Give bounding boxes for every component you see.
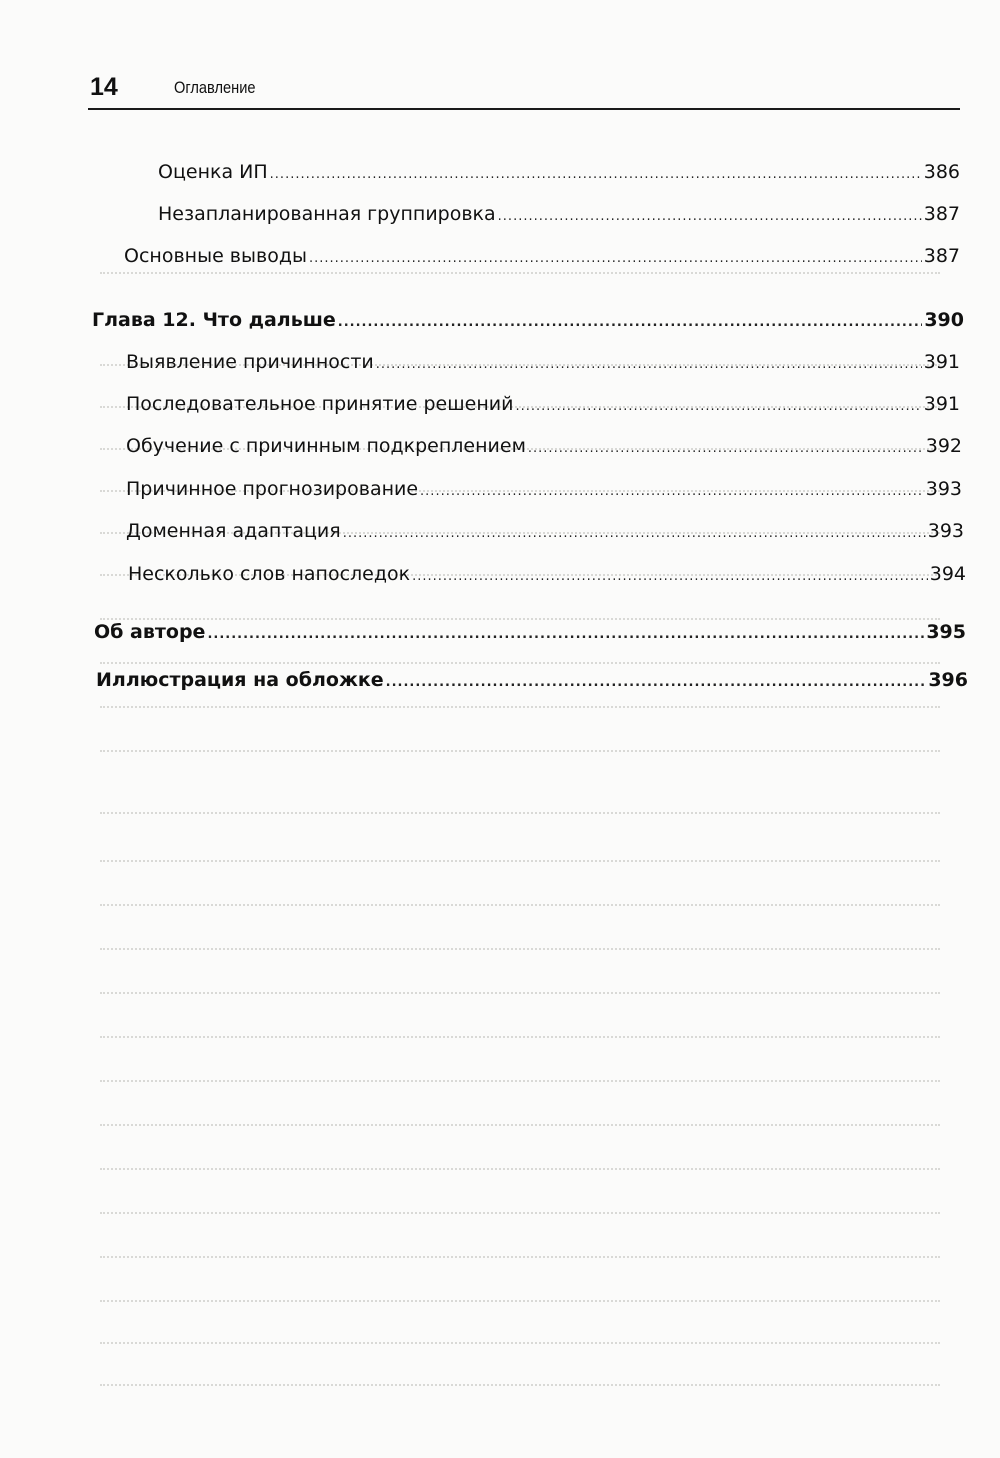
bleed-through-line <box>100 838 940 862</box>
dot-leader <box>270 163 922 187</box>
toc-entry-title: Незапланированная группировка <box>158 203 496 225</box>
toc-entry[interactable] <box>158 202 960 229</box>
bleed-through-line <box>100 1014 940 1038</box>
toc-entry-page: 391 <box>923 393 960 415</box>
bleed-through-line <box>100 1320 940 1344</box>
toc-entry-page: 393 <box>927 520 964 542</box>
dot-leader <box>338 311 923 335</box>
dot-leader <box>386 671 927 695</box>
bleed-through-line <box>100 1234 940 1258</box>
toc-entry-page: 394 <box>929 563 966 585</box>
toc-entry-title: Оценка ИП <box>158 161 268 183</box>
bleed-through-line <box>100 1190 940 1214</box>
toc-entry-title: Несколько слов напоследок <box>128 563 411 585</box>
toc-entry[interactable] <box>158 160 960 187</box>
toc-entry-title: Выявление причинности <box>126 351 374 373</box>
dot-leader <box>376 353 922 377</box>
toc-entry-title: Причинное прогнозирование <box>126 478 419 500</box>
page-number: 14 <box>90 73 118 101</box>
dot-leader <box>207 623 924 647</box>
toc-chapter-entry[interactable] <box>94 620 966 647</box>
bleed-through-line <box>100 790 940 814</box>
toc-entry-page: 387 <box>923 245 960 267</box>
toc-entry-page: 392 <box>925 435 962 457</box>
toc-entry[interactable] <box>126 519 964 546</box>
bleed-through-line <box>100 1362 940 1386</box>
toc-entry-title: Основные выводы <box>124 245 307 267</box>
dot-leader <box>343 522 926 546</box>
toc-entry-page: 386 <box>923 161 960 183</box>
toc-entry-page: 391 <box>923 351 960 373</box>
toc-entry-title: Об авторе <box>94 621 206 643</box>
toc-entry[interactable] <box>126 350 960 377</box>
bleed-through-line <box>100 970 940 994</box>
bleed-through-line <box>100 1278 940 1302</box>
toc-entry-title: Иллюстрация на обложке <box>96 669 384 691</box>
bleed-through-line <box>100 728 940 752</box>
bleed-through-line <box>100 882 940 906</box>
toc-entry[interactable] <box>126 392 960 419</box>
bleed-through-line <box>100 926 940 950</box>
bleed-through-line <box>100 1058 940 1082</box>
toc-entry-title: Последовательное принятие решений <box>126 393 514 415</box>
bleed-through-line <box>100 1102 940 1126</box>
toc-entry-title: Глава 12. Что дальше <box>92 309 336 331</box>
toc-entry-page: 395 <box>926 621 966 643</box>
bleed-through-line <box>100 596 940 620</box>
toc-entry-page: 396 <box>928 669 968 691</box>
running-title: Оглавление <box>174 78 256 97</box>
toc-entry-page: 393 <box>925 478 962 500</box>
dot-leader <box>420 480 924 504</box>
dot-leader <box>528 437 924 461</box>
toc-entry-title: Обучение с причинным подкреплением <box>126 435 526 457</box>
toc-entry[interactable] <box>128 562 966 589</box>
toc-entry-page: 387 <box>923 203 960 225</box>
toc-entry-title: Доменная адаптация <box>126 520 341 542</box>
dot-leader <box>309 247 922 271</box>
dot-leader <box>412 565 928 589</box>
toc-chapter-entry[interactable] <box>96 668 968 695</box>
toc-entry-page: 390 <box>924 309 964 331</box>
page-header <box>88 68 960 110</box>
toc-entry[interactable] <box>124 244 960 271</box>
dot-leader <box>515 395 921 419</box>
bleed-through-line <box>100 1146 940 1170</box>
toc-chapter-entry[interactable] <box>92 308 964 335</box>
toc-entry[interactable] <box>126 477 962 504</box>
toc-entry[interactable] <box>126 434 962 461</box>
dot-leader <box>498 205 922 229</box>
